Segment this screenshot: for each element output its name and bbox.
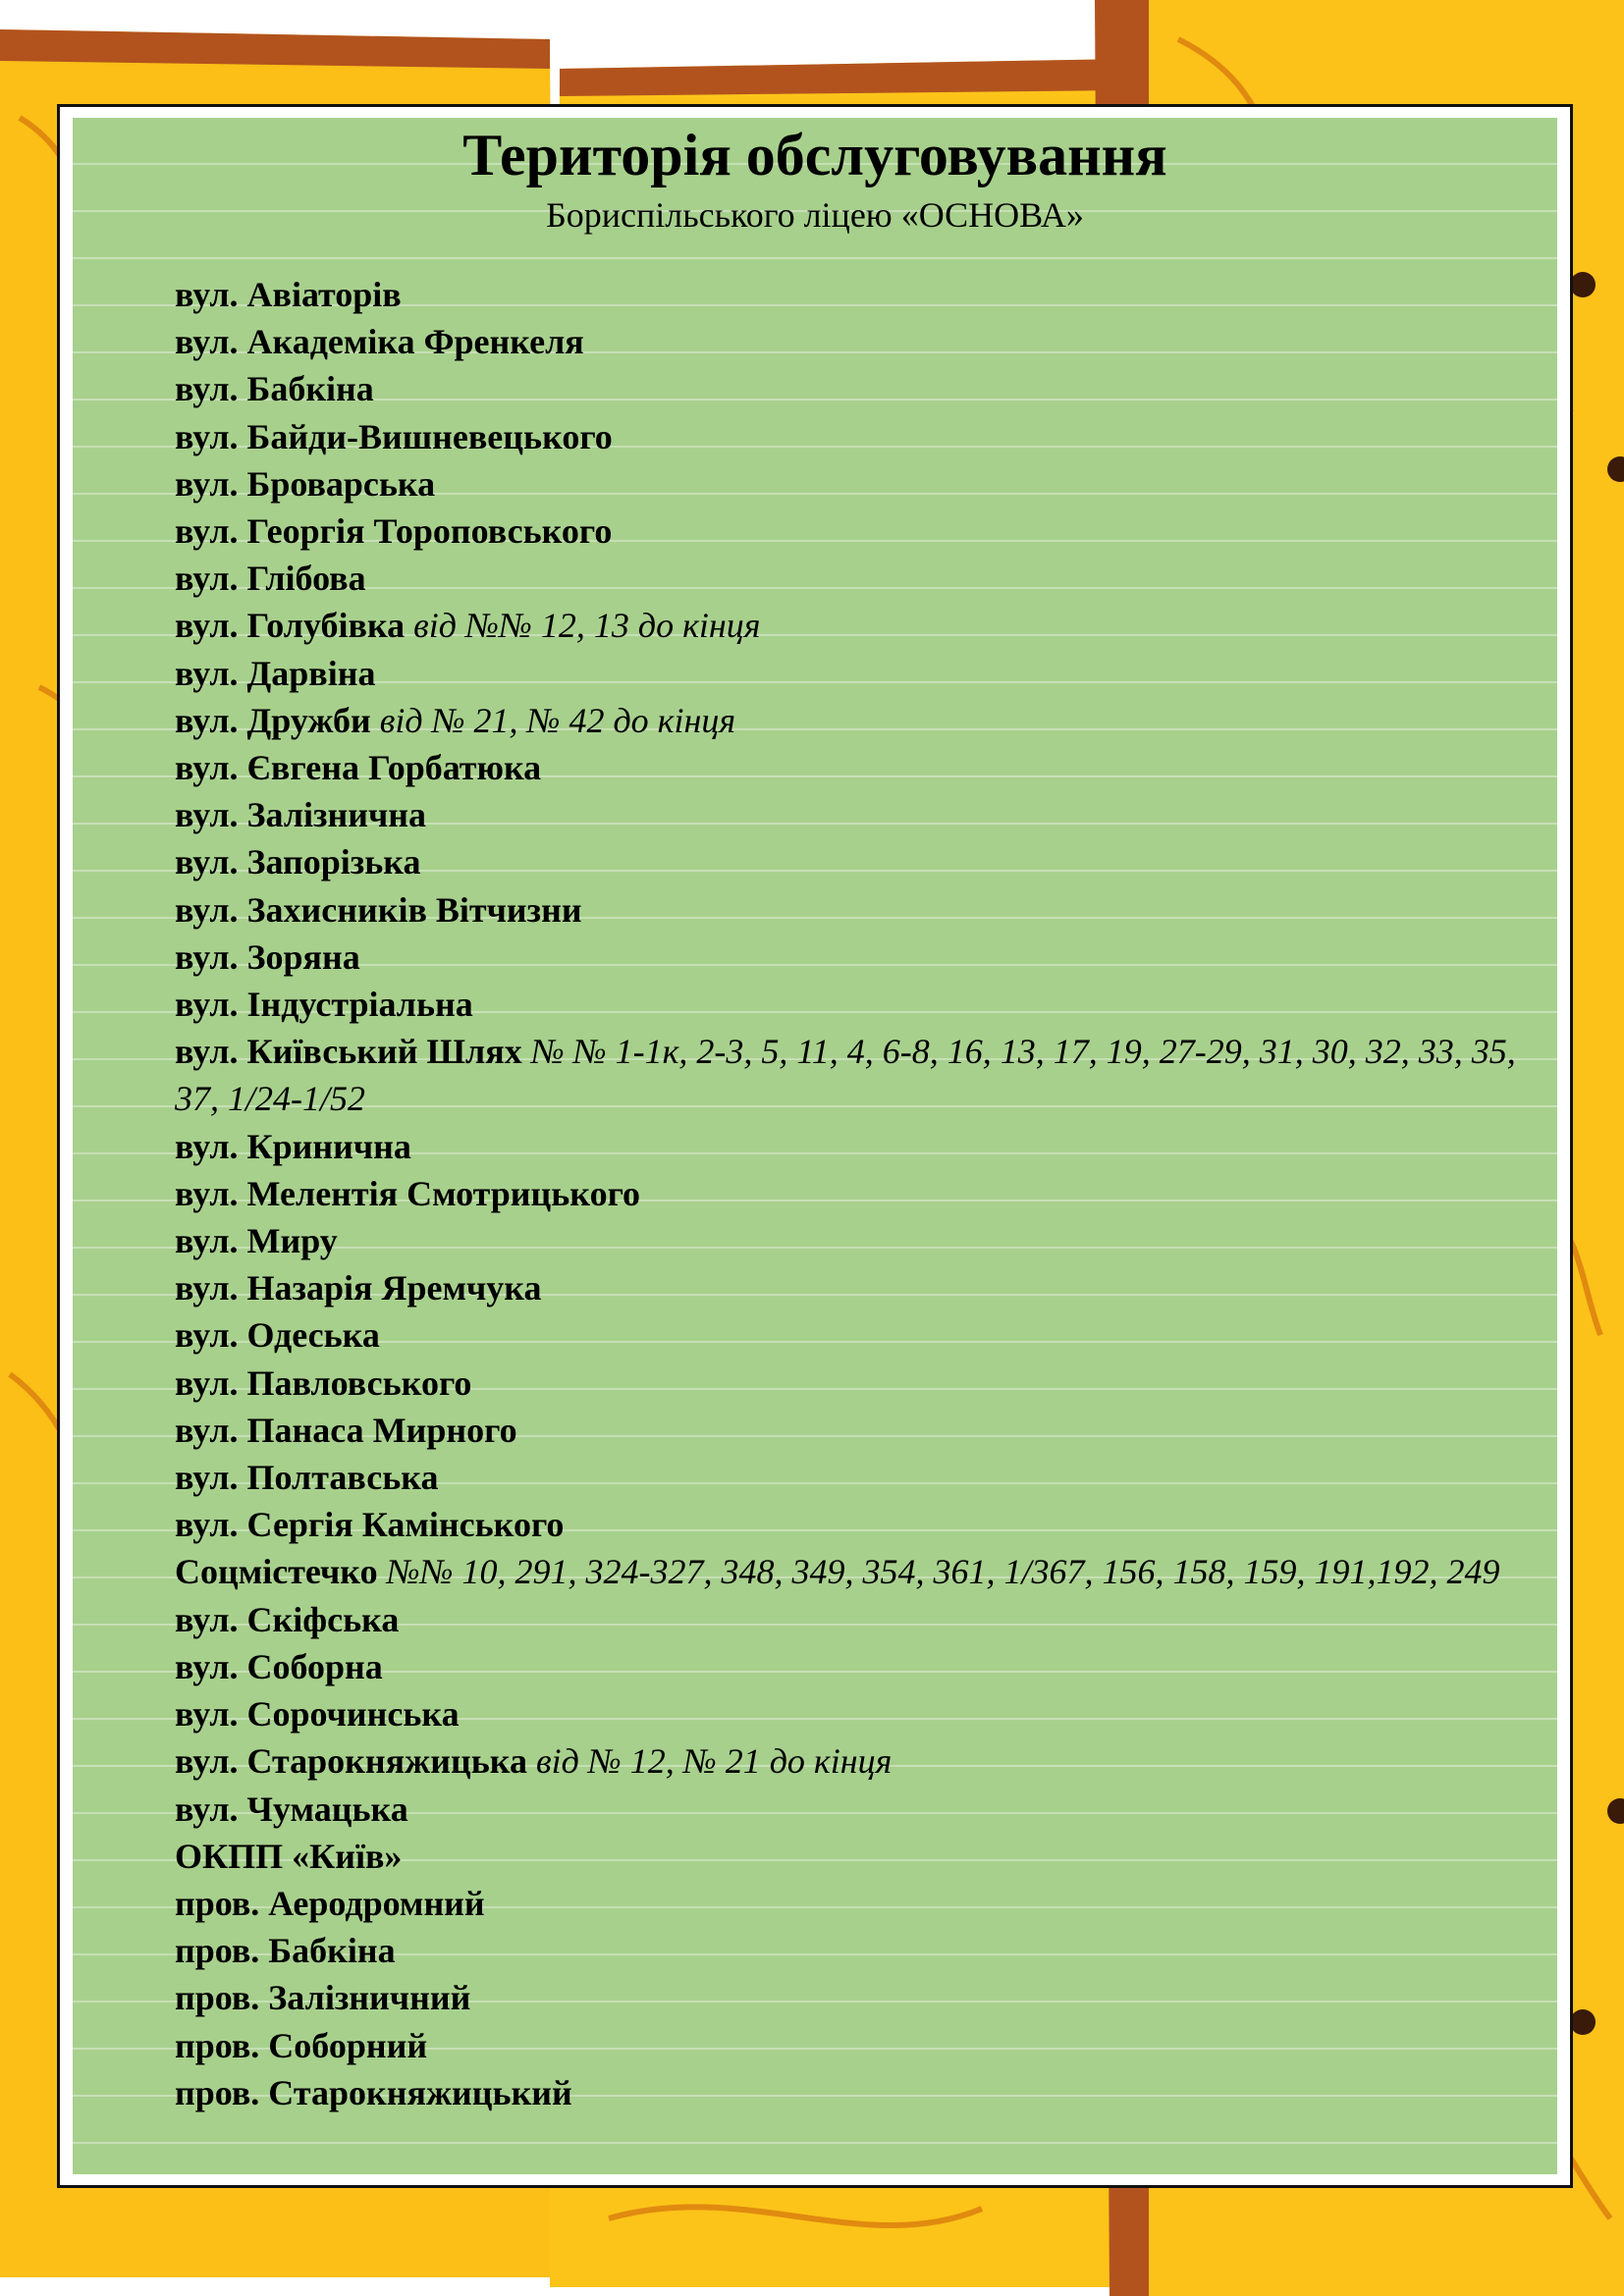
list-item xyxy=(175,1360,1520,1407)
list-item xyxy=(175,1548,1520,1595)
list-item xyxy=(175,1123,1520,1170)
list-item xyxy=(175,1880,1520,1927)
street-name: вул. Глібова xyxy=(175,559,366,599)
list-item xyxy=(175,413,1520,460)
street-name: вул. Павловського xyxy=(175,1362,472,1403)
street-name: вул. Соборна xyxy=(175,1646,383,1686)
street-name: вул. Байди-Вишневецького xyxy=(175,416,613,456)
street-name: вул. Мелентія Смотрицького xyxy=(175,1173,641,1213)
street-note: №№ 10, 291, 324-327, 348, 349, 354, 361, 1/367, 156, 158, 159, 191,192, 249 xyxy=(386,1552,1500,1592)
street-name: ОКПП «Київ» xyxy=(175,1836,403,1876)
list-item xyxy=(175,1264,1520,1311)
street-name: вул. Сергія Камінського xyxy=(175,1505,565,1545)
list-item xyxy=(175,318,1520,365)
street-name: вул. Дружби xyxy=(175,700,371,740)
street-name: Соцмістечко xyxy=(175,1552,378,1592)
list-item xyxy=(175,934,1520,981)
street-name: вул. Індустріальна xyxy=(175,985,473,1025)
street-name: вул. Захисників Вітчизни xyxy=(175,889,582,930)
list-item xyxy=(175,697,1520,744)
street-name: вул. Одеська xyxy=(175,1315,380,1356)
list-item xyxy=(175,365,1520,412)
street-name: вул. Старокняжицька xyxy=(175,1741,527,1782)
list-item xyxy=(175,602,1520,649)
page-subtitle: Бориспільського ліцею «ОСНОВА» xyxy=(546,195,1084,235)
street-name: пров. Старокняжицький xyxy=(175,2072,572,2112)
street-name: вул. Зоряна xyxy=(175,936,360,977)
street-name: вул. Скіфська xyxy=(175,1599,400,1639)
list-item xyxy=(175,1596,1520,1643)
street-name: вул. Сорочинська xyxy=(175,1694,460,1735)
list-item xyxy=(175,1690,1520,1737)
street-note: № № 1-1к, 2-3, 5, 11, 4, 6-8, 16, 13, 17, 19, 27-29, 31, 30, 32, 33, 35, 37, 1/24-1/52 xyxy=(175,1032,1516,1119)
street-name: вул. Георгія Тороповського xyxy=(175,511,613,552)
list-item xyxy=(175,838,1520,885)
list-item xyxy=(175,271,1520,318)
street-list xyxy=(175,271,1520,2116)
list-item xyxy=(175,1643,1520,1690)
street-name: вул. Броварська xyxy=(175,463,436,504)
list-item xyxy=(175,1407,1520,1454)
list-item xyxy=(175,744,1520,791)
street-name: пров. Соборний xyxy=(175,2025,428,2065)
list-item xyxy=(175,555,1520,602)
street-name: вул. Панаса Мирного xyxy=(175,1410,517,1450)
street-name: вул. Чумацька xyxy=(175,1789,408,1829)
list-item xyxy=(175,791,1520,838)
list-item xyxy=(175,1737,1520,1785)
street-name: вул. Голубівка xyxy=(175,606,406,646)
page-title: Територія обслуговування xyxy=(462,123,1167,187)
list-item xyxy=(175,1501,1520,1548)
list-item xyxy=(175,1974,1520,2021)
list-item xyxy=(175,507,1520,555)
street-name: вул. Бабкіна xyxy=(175,369,374,409)
street-name: пров. Аеродромний xyxy=(175,1883,485,1923)
street-name: пров. Бабкіна xyxy=(175,1931,396,1971)
street-name: вул. Авіаторів xyxy=(175,275,402,314)
street-name: вул. Залізнична xyxy=(175,795,427,835)
street-name: вул. Кринична xyxy=(175,1126,411,1166)
list-item xyxy=(175,1028,1520,1122)
list-item xyxy=(175,1833,1520,1880)
street-name: вул. Запорізька xyxy=(175,842,421,882)
list-item xyxy=(175,460,1520,507)
list-item xyxy=(175,1217,1520,1264)
street-name: вул. Полтавська xyxy=(175,1458,439,1498)
list-item xyxy=(175,2069,1520,2116)
street-name: вул. Назарія Яремчука xyxy=(175,1268,542,1308)
street-note: від №№ 12, 13 до кінця xyxy=(413,606,761,646)
list-item xyxy=(175,1170,1520,1217)
list-item xyxy=(175,2022,1520,2069)
list-item xyxy=(175,1927,1520,1974)
list-item xyxy=(175,981,1520,1028)
street-note: від № 21, № 42 до кінця xyxy=(379,700,736,740)
street-note: від № 12, № 21 до кінця xyxy=(535,1741,893,1782)
street-name: вул. Академіка Френкеля xyxy=(175,322,584,362)
list-item xyxy=(175,1786,1520,1833)
list-item xyxy=(175,1454,1520,1501)
list-item xyxy=(175,1311,1520,1359)
list-item xyxy=(175,886,1520,934)
street-name: вул. Київський Шлях xyxy=(175,1032,522,1072)
street-name: вул. Дарвіна xyxy=(175,653,376,693)
street-name: пров. Залізничний xyxy=(175,1978,471,2018)
street-name: вул. Миру xyxy=(175,1221,338,1261)
street-name: вул. Євгена Горбатюка xyxy=(175,748,542,788)
list-item xyxy=(175,650,1520,697)
